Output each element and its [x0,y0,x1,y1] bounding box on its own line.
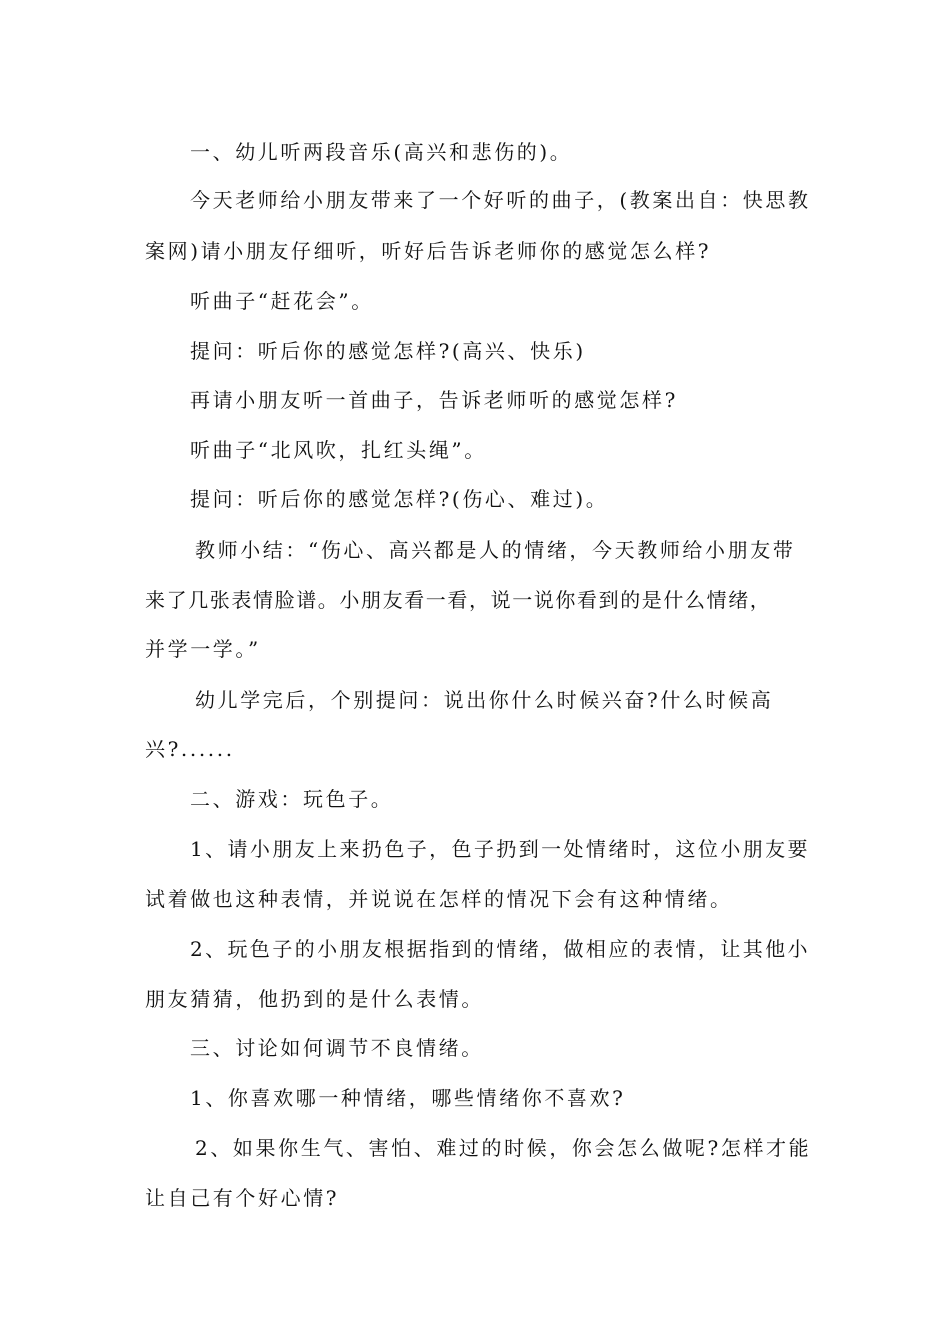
paragraph-line: 提问：听后你的感觉怎样?(伤心、难过)。 [190,487,609,511]
paragraph-line: 幼儿学完后，个别提问：说出你什么时候兴奋?什么时候高 [195,688,774,712]
paragraph-line: 今天老师给小朋友带来了一个好听的曲子，(教案出自：快思教 [190,188,811,212]
paragraph-line: 让自己有个好心情? [145,1186,340,1210]
paragraph-line: 试着做也这种表情，并说说在怎样的情况下会有这种情绪。 [145,887,733,911]
paragraph-line: 再请小朋友听一首曲子，告诉老师听的感觉怎样? [190,388,678,412]
paragraph-line: 提问：听后你的感觉怎样?(高兴、快乐) [190,339,586,363]
paragraph-line: 2、如果你生气、害怕、难过的时候，你会怎么做呢?怎样才能 [195,1136,812,1160]
paragraph-line: 1、你喜欢哪一种情绪，哪些情绪你不喜欢? [190,1086,626,1110]
paragraph-line: 来了几张表情脸谱。小朋友看一看，说一说你看到的是什么情绪， [145,588,772,612]
paragraph-line: 朋友猜猜，他扔到的是什么表情。 [145,987,484,1011]
paragraph-line: 教师小结：“伤心、高兴都是人的情绪，今天教师给小朋友带 [195,538,796,562]
paragraph-line: 并学一学。” [145,637,261,661]
paragraph-line: 2、玩色子的小朋友根据指到的情绪，做相应的表情，让其他小 [190,937,810,961]
paragraph-line: 听曲子“北风吹，扎红头绳”。 [190,438,487,462]
paragraph-line: 听曲子“赶花会”。 [190,289,374,313]
paragraph-line: 一、幼儿听两段音乐(高兴和悲伤的)。 [190,140,573,164]
paragraph-line: 二、游戏：玩色子。 [190,787,394,811]
paragraph-line: 1、请小朋友上来扔色子，色子扔到一处情绪时，这位小朋友要 [190,837,810,861]
paragraph-line: 兴?...... [145,737,235,761]
paragraph-line: 案网)请小朋友仔细听，听好后告诉老师你的感觉怎么样? [145,239,712,263]
paragraph-line: 三、讨论如何调节不良情绪。 [190,1036,484,1060]
